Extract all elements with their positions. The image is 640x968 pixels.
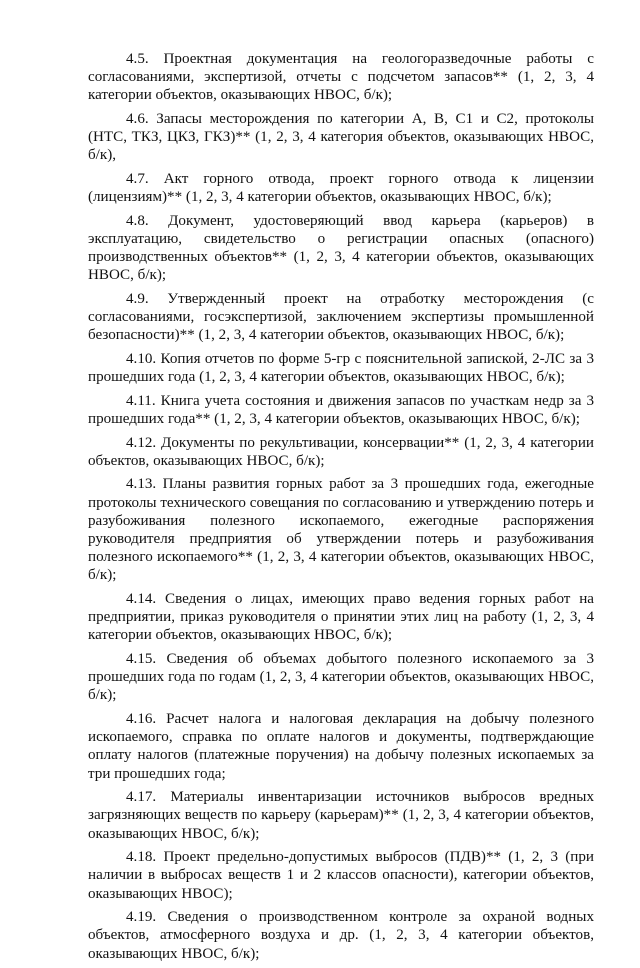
item-4-13: 4.13. Планы развития горных работ за 3 прошедших года, ежегодные протоколы технического совещания по согласованию и утверждению потерь и разубоживания полезного ископаемого, ежегодные распоряжения руководителя предприятия об утверждении потерь и разубоживания полезного ископаемого** (1, 2, 3, 4 категории объектов, оказывающих НВОС, б/к);	[88, 476, 594, 584]
item-4-12: 4.12. Документы по рекультивации, консервации** (1, 2, 3, 4 категории объектов, оказывающих НВОС, б/к);	[88, 434, 594, 469]
item-4-15: 4.15. Сведения об объемах добытого полезного ископаемого за 3 прошедших года по годам (1, 2, 3, 4 категории объектов, оказывающих НВОС, б/к);	[88, 651, 594, 704]
item-4-17: 4.17. Материалы инвентаризации источников выбросов вредных загрязняющих веществ по карьеру (карьерам)** (1, 2, 3, 4 категории объектов, оказывающих НВОС, б/к);	[88, 789, 594, 842]
item-4-8: 4.8. Документ, удостоверяющий ввод карьера (карьеров) в эксплуатацию, свидетельство о регистрации опасных (опасного) производственных объектов** (1, 2, 3, 4 категории объектов, оказывающих НВОС, б/к);	[88, 212, 594, 284]
item-4-19: 4.19. Сведения о производственном контроле за охраной водных объектов, атмосферного воздуха и др. (1, 2, 3, 4 категории объектов, оказывающих НВОС, б/к);	[88, 909, 594, 962]
item-4-6: 4.6. Запасы месторождения по категории А, В, С1 и С2, протоколы (НТС, ТКЗ, ЦКЗ, ГКЗ)** (1, 2, 3, 4 категория объектов, оказывающих НВОС, б/к),	[88, 111, 594, 164]
item-4-10: 4.10. Копия отчетов по форме 5-гр с пояснительной запиской, 2-ЛС за 3 прошедших года (1, 2, 3, 4 категории объектов, оказывающих НВОС, б/к);	[88, 351, 594, 386]
document-page	[88, 50, 594, 968]
item-4-14: 4.14. Сведения о лицах, имеющих право ведения горных работ на предприятии, приказ руководителя о принятии этих лиц на работу (1, 2, 3, 4 категории объектов, оказывающих НВОС, б/к);	[88, 591, 594, 644]
item-4-16: 4.16. Расчет налога и налоговая декларация на добычу полезного ископаемого, справка по оплате налогов и документы, подтверждающие оплату налогов (платежные поручения) на добычу полезных ископаемых за три прошедших года;	[88, 711, 594, 782]
item-4-5: 4.5. Проектная документация на геологоразведочные работы с согласованиями, экспертизой, отчеты с подсчетом запасов** (1, 2, 3, 4 категории объектов, оказывающих НВОС, б/к);	[88, 51, 594, 104]
item-4-7: 4.7. Акт горного отвода, проект горного отвода к лицензии (лицензиям)** (1, 2, 3, 4 категории объектов, оказывающих НВОС, б/к);	[88, 171, 594, 206]
item-4-11: 4.11. Книга учета состояния и движения запасов по участкам недр за 3 прошедших года** (1, 2, 3, 4 категории объектов, оказывающих НВОС, б/к);	[88, 392, 594, 427]
item-4-18: 4.18. Проект предельно-допустимых выбросов (ПДВ)** (1, 2, 3 (при наличии в выбросах веществ 1 и 2 классов опасности), категории объектов, оказывающих НВОС);	[88, 849, 594, 902]
item-4-9: 4.9. Утвержденный проект на отработку месторождения (с согласованиями, госэкспертизой, заключением экспертизы промышленной безопасности)** (1, 2, 3, 4 категории объектов, оказывающих НВОС, б/к);	[88, 291, 594, 344]
